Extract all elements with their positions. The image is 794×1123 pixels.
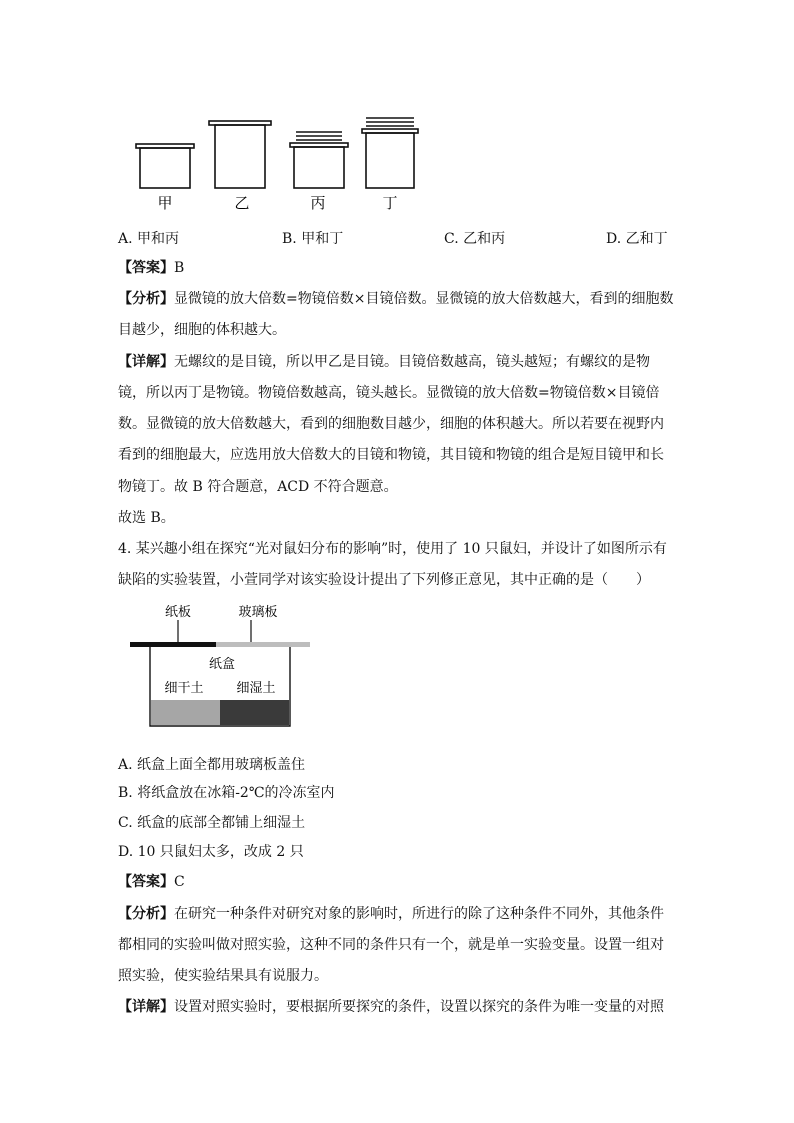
q4-stem-line-2: 缺陷的实验装置，小萱同学对该实验设计提出了下列修正意见，其中正确的是（ ） [118,572,650,588]
detail-tag: 【详解】 [118,354,174,370]
label-wet-soil: 细湿土 [236,681,276,696]
q3-analysis-line-1 [118,289,673,309]
label-paper-board: 纸板 [164,605,192,620]
lens-ding [362,118,418,188]
analysis-tag: 【分析】 [118,906,174,922]
lens-figure [120,108,440,218]
answer-value: C [174,874,185,890]
wet-soil [220,700,289,725]
lens-yi [209,121,271,188]
q4-option-b[interactable]: B. 将纸盒放在冰箱-2℃的冷冻室内 [118,785,335,801]
answer-value: B [174,260,185,276]
detail-text: 设置对照实验时，要根据所要探究的条件，设置以探究的条件为唯一变量的对照 [174,999,664,1015]
q4-answer [118,872,185,892]
q3-option-c[interactable]: C. 乙和丙 [444,231,506,247]
q4-analysis-line-1 [118,904,664,924]
glass-board [216,642,310,647]
q4-stem-line-1: 4. 某兴趣小组在探究“光对鼠妇分布的影响”时，使用了 10 只鼠妇，并设计了如图所示有 [118,541,667,557]
label-bing: 丙 [310,194,326,212]
q3-option-a[interactable]: A. 甲和丙 [118,231,180,247]
q4-option-c[interactable]: C. 纸盒的底部全都铺上细湿土 [118,815,306,831]
q4-option-a[interactable]: A. 纸盒上面全都用玻璃板盖住 [118,757,306,773]
q4-option-d[interactable]: D. 10 只鼠妇太多，改成 2 只 [118,844,304,860]
detail-text: 无螺纹的是目镜，所以甲乙是目镜。目镜倍数越高，镜头越短；有螺纹的是物 [174,354,650,370]
q3-answer [118,258,184,278]
q3-option-d[interactable]: D. 乙和丁 [606,231,668,247]
q3-detail-line-2: 镜，所以丙丁是物镜。物镜倍数越高，镜头越长。显微镜的放大倍数=物镜倍数×目镜倍 [118,385,660,401]
answer-tag: 【答案】 [118,260,174,276]
detail-tag: 【详解】 [118,999,174,1015]
q3-analysis-line-2: 目越少，细胞的体积越大。 [118,322,286,338]
q4-analysis-line-2: 都相同的实验叫做对照实验，这种不同的条件只有一个，就是单一实验变量。设置一组对 [118,937,664,953]
q3-detail-line-3: 数。显微镜的放大倍数越大，看到的细胞数目越少，细胞的体积越大。所以若要在视野内 [118,416,664,432]
analysis-tag: 【分析】 [118,291,174,307]
q3-options [118,226,678,250]
q3-detail-line-4: 看到的细胞最大，应选用放大倍数大的目镜和物镜，其目镜和物镜的组合是短目镜甲和长 [118,447,664,463]
q4-detail-line-1 [118,997,664,1017]
label-yi: 乙 [234,194,250,212]
label-jia: 甲 [157,194,173,212]
q3-choose: 故选 B。 [118,510,175,526]
lens-jia [136,144,194,188]
paper-board [130,642,216,647]
experiment-figure [126,600,316,732]
answer-tag: 【答案】 [118,874,174,890]
analysis-text: 显微镜的放大倍数=物镜倍数×目镜倍数。显微镜的放大倍数越大，看到的细胞数 [174,291,674,307]
q3-option-b[interactable]: B. 甲和丁 [282,231,344,247]
label-dry-soil: 细干土 [164,681,204,696]
label-glass-board: 玻璃板 [238,605,278,620]
label-box: 纸盒 [208,657,236,672]
dry-soil [151,700,220,725]
lens-bing [290,132,348,188]
label-ding: 丁 [382,194,398,212]
q3-detail-line-1 [118,352,650,372]
q3-detail-line-5: 物镜丁。故 B 符合题意，ACD 不符合题意。 [118,479,398,495]
q4-analysis-line-3: 照实验，使实验结果具有说服力。 [118,968,328,984]
analysis-text: 在研究一种条件对研究对象的影响时，所进行的除了这种条件不同外，其他条件 [174,906,664,922]
